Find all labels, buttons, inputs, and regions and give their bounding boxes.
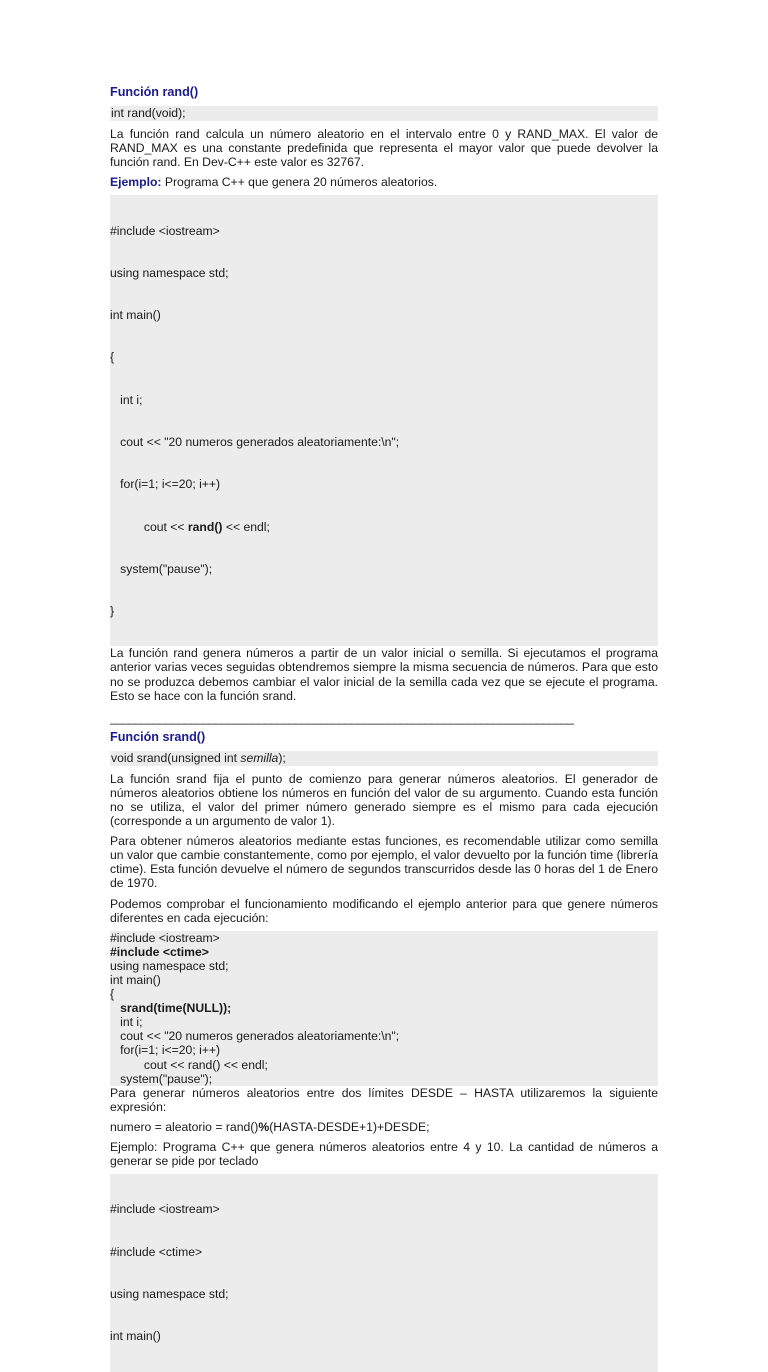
code-line: system("pause"); (110, 1071, 213, 1086)
rand-explanation: La función rand genera números a partir de un valor inicial o semilla. Si ejecutamos el programa anterior varias veces seguidas obtendremos siempre la misma secuencia de números. Para que esto no se produzca debemos cambiar el valor inicial de la semilla cada vez que se ejecute el programa. Esto se hace con la función srand. (110, 646, 658, 703)
code-rand-bold: rand() (187, 519, 223, 534)
srand-signature (110, 751, 658, 766)
rand-signature: int rand(void); (110, 106, 658, 121)
code-line: #include <iostream> (110, 1202, 220, 1217)
code-line: } (110, 604, 115, 619)
rand-code-block (110, 195, 658, 646)
formula-modulo: % (258, 1119, 270, 1134)
code-line: system("pause"); (110, 561, 213, 576)
srand-description-2: Para obtener números aleatorios mediante estas funciones, es recomendable utilizar como semilla un valor que cambie constantemente, como por ejemplo, el valor devuelto por la función time (librería ctime). Esta función devuelve el número de segundos transcurridos desde las 0 horas del 1 de Enero de 1970. (110, 834, 658, 891)
code-fragment: cout << (110, 519, 188, 534)
document-page (110, 84, 658, 1372)
sig-fragment: ); (278, 750, 286, 765)
code-line: using namespace std; (110, 958, 229, 973)
code-line: for(i=1; i<=20; i++) (110, 1043, 221, 1058)
code-line: using namespace std; (110, 265, 229, 280)
sig-fragment: void srand(unsigned int (111, 750, 241, 765)
srand-code-block (110, 931, 658, 1086)
rand-example-intro (110, 175, 658, 189)
range-text: Para generar números aleatorios entre dos límites DESDE – HASTA utilizaremos la siguiente expresión: (110, 1085, 658, 1114)
srand-description-1: La función srand fija el punto de comienzo para generar números aleatorios. El generador de números aleatorios obtiene los números en función del valor de su argumento. Cuando esta función no se utiliza, el valor del primer número generado siempre es el mismo para cada ejecución (corresponde a un argumento de valor 1). (110, 771, 658, 829)
rand-description: La función rand calcula un número aleatorio en el intervalo entre 0 y RAND_MAX. El valor de RAND_MAX es una constante predefinida que representa el mayor valor que puede devolver la función rand. En Dev-C++ este valor es 32767. (110, 127, 658, 170)
code-line: int i; (110, 1015, 143, 1030)
code-line: cout << rand() << endl; (110, 1057, 268, 1072)
code-line: int i; (110, 392, 143, 407)
example-label: Ejemplo: (110, 175, 162, 190)
code-line: #include <ctime> (110, 1244, 203, 1259)
formula (110, 1120, 658, 1134)
code-line: cout << "20 numeros generados aleatoriamente:\n"; (110, 1029, 400, 1044)
code-line: for(i=1; i<=20; i++) (110, 477, 221, 492)
section-separator: ___________________________________________________________________________ (110, 710, 574, 725)
code-line: using namespace std; (110, 1286, 229, 1301)
srand-description-3: Podemos comprobar el funcionamiento modificando el ejemplo anterior para que genere números diferentes en cada ejecución: (110, 896, 658, 925)
code-line: { (110, 987, 115, 1002)
example2-text: Ejemplo: Programa C++ que genera números aleatorios entre 4 y 10. La cantidad de números a generar se pide por teclado (110, 1140, 658, 1169)
code-line: #include <ctime> (110, 944, 209, 959)
sig-italic: semilla (240, 750, 279, 765)
code-line: #include <iostream> (110, 930, 220, 945)
rand-heading: Función rand() (110, 85, 199, 99)
code-line: { (110, 350, 115, 365)
code-line-rand-call (110, 520, 658, 534)
code-line: int main() (110, 1329, 161, 1344)
formula-fragment: (HASTA-DESDE+1)+DESDE; (269, 1119, 430, 1134)
formula-fragment: numero = aleatorio = rand() (110, 1119, 259, 1134)
code-line: #include <iostream> (110, 223, 220, 238)
srand-heading: Función srand() (110, 729, 206, 744)
code-line: int main() (110, 972, 161, 987)
code-line: int main() (110, 308, 161, 323)
example2-code-block (110, 1174, 658, 1371)
example-text: Programa C++ que genera 20 números aleatorios. (161, 175, 438, 190)
code-line: srand(time(NULL)); (110, 1001, 232, 1016)
code-line: cout << "20 numeros generados aleatoriamente:\n"; (110, 434, 400, 449)
code-fragment: << endl; (222, 519, 270, 534)
